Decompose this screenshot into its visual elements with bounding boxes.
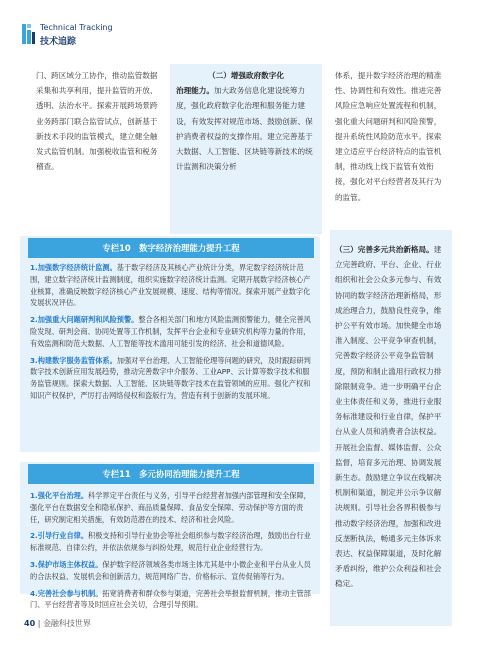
box1-item [30, 355, 312, 402]
box1-item [30, 262, 312, 309]
column-2-heading-tail: 治理能力。 [176, 86, 214, 96]
box1-item-text: 加强对平台治理、人工智能伦理等问题的研究，及时跟踪研判数字技术创新应用发展趋势，推动完善数字中介服务、工业APP、云计算等数字技术和服务监管规则。探索大数据、人工智能、区块链等数字技术在监管领域的应用。强化产权和知识产权保护，严厉打击网络侵权和盗版行为，营造有利于创新的发展环境。 [30, 355, 311, 400]
box2-item-lead: 2.引导行业自律。 [30, 531, 89, 541]
column-4 [335, 242, 445, 592]
footer-divider: | [37, 619, 43, 628]
box2-item-text: 保护数字经济领域各类市场主体尤其是中小微企业和平台从业人员的合法权益、发展机会和创新活力，规范网络广告、价格标示、宣传促销等行为。 [30, 559, 311, 581]
special-column-10-title: 专栏10 数字经济治理能力提升工程 [28, 238, 314, 258]
special-column-11-body [30, 490, 312, 616]
box2-item [30, 559, 312, 583]
publication-name: 金融科技世界 [42, 619, 91, 628]
box2-item-text: 积极支持和引导行业协会等社会组织参与数字经济治理，鼓励出台行业标准规范、自律公约，并依法依规参与纠纷处理，规范行业企业经营行为。 [30, 531, 311, 553]
page-number: 40 [24, 619, 36, 628]
box1-item-lead: 3.构建数字服务监管体系。 [30, 355, 117, 365]
box2-item-lead: 3.保护市场主体权益。 [30, 559, 103, 569]
box2-item-text: 拓宽消费者和群众参与渠道，完善社会举报监督机制，推动主管部门、平台经营者等及时回应社会关切，合理引导预期。 [30, 588, 311, 610]
box2-item [30, 588, 312, 612]
special-column-11-title: 专栏11 多元协同治理能力提升工程 [28, 464, 314, 484]
special-column-10-body [30, 262, 312, 407]
tracking-logo-icon [22, 24, 36, 44]
box1-item-lead: 2.加强重大问题研判和风险预警。 [30, 315, 139, 325]
column-2-text: 加大政务信息化建设统筹力度，强化政府数字化治理和服务能力建设，有效发挥对规范市场、鼓励创新、保护消费者权益的支撑作用。建立完善基于大数据、人工智能、区块链等新技术的统计监测和决策分析 [176, 86, 313, 172]
column-1-text: 门、跨区域分工协作，推动监管数据采集和共享利用，提升监管的开放、透明、法治水平。探索开展跨场景跨业务跨部门联合监管试点，创新基于新技术手段的监管模式，建立健全触发式监管机制。加强税收监管和税务稽查。 [36, 71, 158, 172]
box2-item [30, 530, 312, 554]
box1-item-text: 基于数字经济及其核心产业统计分类，界定数字经济统计范围，建立数字经济统计监测制度，组织实施数字经济统计监测。定期开展数字经济核心产业核算，准确反映数字经济核心产业发展规模、速度、结构等情况。探索开展产业数字化发展状况评估。 [30, 263, 311, 308]
column-4-heading: （三）完善多元共治新格局。 [335, 245, 434, 254]
box2-item-text: 科学界定平台责任与义务，引导平台经营者加强内部管理和安全保障，强化平台在数据安全和隐私保护、商品质量保障、食品安全保障、劳动保护等方面的责任，研究制定相关措施，有效防范潜在的技术、经济和社会风险。 [30, 491, 311, 524]
column-3-text: 体系，提升数字经济治理的精准性、协调性和有效性。推进完善风险应急响应处置流程和机制，强化重大问题研判和风险预警，提升系统性风险防范水平。探索建立适应平台经济特点的监管机制，推动线上线下监管有效衔接，强化对平台经营者及其行为的监管。 [335, 71, 442, 202]
box2-item-lead: 1.强化平台治理。 [30, 491, 89, 500]
box1-item-text: 整合各相关部门和地方风险监测预警能力，健全完善风险发现、研判会商、协同处置等工作机制，发挥平台企业和专业研究机构等力量的作用，有效监测和防范大数据、人工智能等技术滥用可能引发的经济、社会和道德风险。 [30, 315, 311, 348]
header-title-en: Technical Tracking [40, 23, 113, 32]
box1-item [30, 314, 312, 349]
header-title-cn: 技术追踪 [40, 37, 77, 47]
box1-item-lead: 1.加强数字经济统计监测。 [30, 263, 117, 272]
box2-item-lead: 4.完善社会参与机制。 [30, 588, 103, 598]
column-2 [176, 68, 316, 174]
box2-item [30, 490, 312, 525]
column-4-text: 建立完善政府、平台、企业、行业组织和社会公众多元参与、有效协同的数字经济治理新格局，形成治理合力，鼓励良性竞争，维护公平有效市场。加快健全市场准入制度、公平竞争审查机制，完善数字经济公平竞争监管制度，预防和制止滥用行政权力排除限制竞争。进一步明确平台企业主体责任和义务，推进行业服务标准建设和行业自律，保护平台从业人员和消费者合法权益。开展社会监督、媒体监督、公众监督，培育多元治理、协调发展新生态。鼓励建立争议在线解决机制和渠道，制定并公示争议解决规则。引导社会各界积极参与推动数字经济治理，加强和改进反垄断执法，畅通多元主体诉求表达、权益保障渠道，及时化解矛盾纠纷，维护公众利益和社会稳定。 [335, 245, 442, 589]
column-2-heading-lead: （二）增强政府数字化 [208, 71, 284, 80]
page-footer [24, 618, 91, 629]
